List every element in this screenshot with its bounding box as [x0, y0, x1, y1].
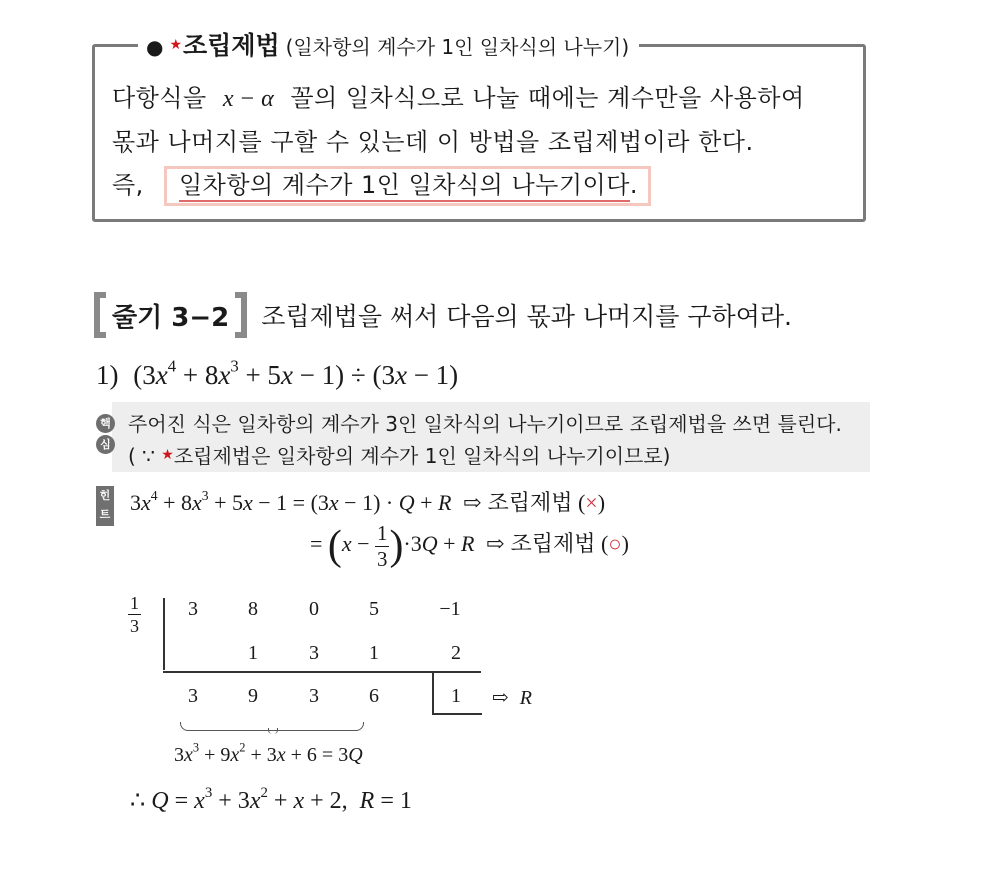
problem-header	[94, 292, 792, 338]
highlight-box	[164, 166, 651, 206]
divisor	[128, 594, 141, 635]
concept-line-3	[112, 166, 651, 206]
item-number: 1)	[96, 360, 119, 390]
problem-expression: $(3x^4 + 8x^3 + 5x - 1) \div (3x - 1)$	[133, 356, 459, 390]
coef-cell: 0	[309, 598, 319, 620]
product-cell: 1	[369, 642, 379, 664]
coef-cell: 3	[188, 598, 198, 620]
sum-cell: 9	[248, 685, 258, 707]
hint-badge-bottom: 트	[99, 508, 111, 521]
product-cell: 3	[309, 642, 319, 664]
arrow-icon: ⇨	[492, 687, 509, 709]
divisor-denominator: 3	[130, 616, 140, 637]
arrow-icon: ⇨	[463, 490, 482, 515]
therefore-symbol: ∴	[130, 788, 146, 814]
key-badge-top: 핵	[96, 414, 115, 433]
product-cell: 2	[451, 642, 461, 664]
concept-line-1	[112, 83, 805, 114]
sum-cell: 3	[188, 685, 198, 707]
key-line-1: 주어진 식은 일차항의 계수가 3인 일차식의 나누기이므로 조립제법을 쓰면 틀린다.	[128, 412, 842, 436]
concept-text: 꼴의 일차식으로 나눌 때에는 계수만을 사용하여	[290, 84, 805, 112]
concept-subtitle: (일차항의 계수가 1인 일차식의 나누기)	[285, 35, 630, 59]
remainder-label: R	[519, 687, 532, 709]
math-x-minus-alpha: x − α	[222, 86, 275, 112]
hint-label: 조립제법	[510, 532, 596, 558]
star-icon: ★	[161, 447, 174, 463]
bracket-left-icon	[94, 292, 106, 338]
remainder-pointer	[492, 685, 532, 710]
remainder-cell: 1	[451, 685, 461, 707]
hint-line-1: $3x^4 + 8x^3 + 5x - 1 = (3x - 1) \cdot Q + R$ ⇨ 조립제법 (×)	[130, 487, 606, 516]
problem-item-1	[96, 356, 459, 391]
coef-cell: 5	[369, 598, 379, 620]
key-line-2	[128, 440, 671, 469]
coef-cell: 8	[248, 598, 258, 620]
hint-label: 조립제법	[487, 491, 573, 516]
hint-badge-top: 힌	[99, 489, 111, 502]
bullet-icon: ●	[146, 35, 164, 59]
highlighted-text: 일차항의 계수가 1인 일차식의 나누기이다	[179, 171, 630, 202]
key-badge-bottom: 심	[96, 435, 115, 454]
product-cell: 1	[248, 642, 258, 664]
underbrace-tip	[268, 728, 278, 734]
bracket-right-icon	[235, 292, 247, 338]
problem-instruction: 조립제법을 써서 다음의 몫과 나머지를 구하여라.	[261, 302, 792, 331]
concept-text: 다항식을	[112, 84, 207, 112]
fraction-one-third: $\frac{1}{3}$	[377, 520, 388, 571]
concept-title	[138, 30, 639, 62]
hint-badge	[96, 486, 114, 526]
because-symbol: ( ∵	[128, 444, 162, 468]
division-vertical-line	[163, 598, 165, 670]
concept-text: 즉,	[112, 171, 144, 199]
period: .	[629, 171, 639, 199]
sum-cell: 3	[309, 685, 319, 707]
conclusion: ∴ $Q = x^3 + 3x^2 + x + 2$, R = 1	[130, 784, 412, 814]
hint-line-2: = (x − $\frac{1}{3}$ )·3Q + R ⇨ 조립제법 (○)	[310, 520, 629, 571]
remainder-vertical-line	[432, 671, 434, 714]
key-text: 조립제법은 일차항의 계수가 1인 일차식의 나누기이므로)	[173, 444, 671, 468]
arrow-icon: ⇨	[486, 531, 505, 557]
problem-label: 줄기 3−2	[112, 302, 230, 333]
coef-cell: −1	[439, 598, 461, 620]
star-icon: ★	[169, 37, 183, 53]
concept-line-2: 몫과 나머지를 구할 수 있는데 이 방법을 조립제법이라 한다.	[112, 128, 754, 156]
circle-mark-icon: ○	[608, 531, 622, 557]
concept-heading: 조립제법	[183, 31, 280, 60]
quotient-equation: $3x^3 + 9x^2 + 3x + 6 = 3Q$	[174, 740, 363, 766]
divisor-numerator: 1	[128, 594, 141, 615]
cross-mark-icon: ×	[585, 490, 598, 515]
remainder-horizontal-line	[432, 713, 482, 715]
sum-cell: 6	[369, 685, 379, 707]
